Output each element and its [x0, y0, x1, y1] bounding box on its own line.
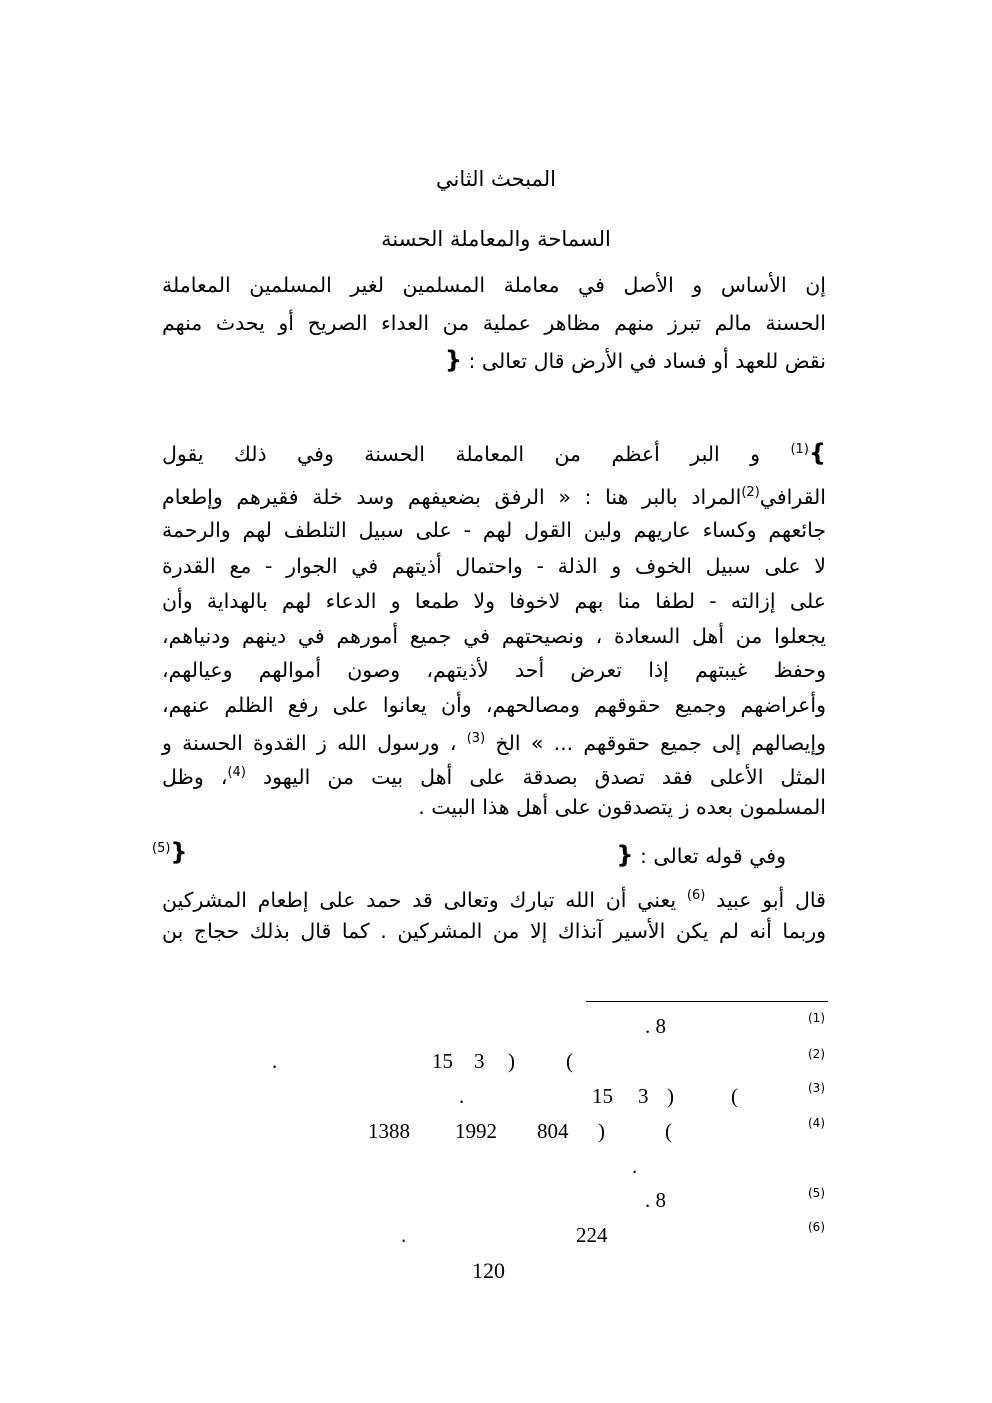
para2-line11: المسلمون بعده ز يتصدقون على أهل هذا البيت . — [418, 795, 826, 819]
footnote-2-paren-close: ( — [566, 1049, 573, 1073]
subtitle: السماحة والمعاملة الحسنة — [381, 227, 611, 251]
para2-line9 — [162, 726, 826, 756]
para4-line2: وربما أنه لم يكن الأسير آنذاك إلا من المشركين . كما قال بذلك حجاج بن — [162, 919, 826, 943]
footnote-3-paren-close: ( — [731, 1084, 738, 1108]
footnote-divider — [586, 1001, 828, 1002]
footnote-4-number-c: 804 — [537, 1119, 569, 1143]
footnote-ref: (4) — [227, 765, 246, 780]
footnote-number: (6) — [808, 1220, 825, 1234]
footnote-ref: (6) — [686, 888, 706, 903]
para2-line10-b: ، وظل — [162, 764, 228, 789]
footnote-number: (1) — [808, 1011, 825, 1025]
para1-line2: الحسنة مالم تبرز منهم مظاهر عملية من العداء الصريح أو يحدث منهم — [162, 311, 826, 335]
para2-line1 — [162, 437, 826, 467]
footnote-4-dot: . — [632, 1154, 638, 1178]
para2-line5: على إزالته - لطفا منا بهم لاخوفا ولا طمعا و الدعاء لهم بالهداية وأن — [162, 589, 826, 613]
para1-line3-text: نقض للعهد أو فساد في الأرض قال تعالى : — [468, 349, 826, 373]
footnote-number: (2) — [808, 1047, 825, 1061]
footnote-5: . 8 — [645, 1188, 666, 1212]
footnote-3-page: 15 — [592, 1084, 613, 1108]
footnote-number: (4) — [808, 1116, 825, 1130]
footnote-2-page: 15 — [432, 1049, 453, 1073]
footnote-ref: (3) — [466, 731, 486, 746]
para2-word: القرافي — [759, 484, 826, 509]
brace-mark: { — [444, 346, 462, 374]
para2-line8: وأعراضهم وجميع حقوقهم ومصالحهم، وأن يعانوا على رفع الظلم عنهم، — [162, 693, 826, 717]
para3-text — [616, 842, 786, 869]
para2-line4: لا على سبيل الخوف و الذلة - واحتمال أذيتهم في الجوار - مع القدرة — [162, 554, 826, 578]
para4-start: قال أبو عبيد — [716, 887, 826, 912]
footnote-4-paren-close: ( — [665, 1119, 672, 1143]
para2-line9-a: وإيصالهم إلى جميع حقوقهم ... » الخ — [495, 730, 826, 755]
footnote-4-number-b: 1992 — [455, 1119, 497, 1143]
brace-mark: } — [170, 837, 188, 866]
para1-line3 — [162, 347, 826, 374]
footnote-1: . 8 — [645, 1014, 666, 1038]
para2-line3: جائعهم وكساء عاريهم ولين القول لهم - على سبيل التلطف لهم والرحمة — [162, 518, 826, 542]
para1-line1: إن الأساس و الأصل في معاملة المسلمين لغير المسلمين المعاملة — [162, 273, 826, 297]
footnote-2-dot: . — [272, 1049, 278, 1073]
brace-mark: { — [616, 841, 634, 869]
para2-line2-text: المراد بالبر هنا : « الرفق بضعيفهم وسد خلة فقيرهم وإطعام — [162, 484, 742, 509]
footnote-6-page: 224 — [576, 1223, 608, 1247]
para3-end — [152, 836, 188, 866]
footnote-2-vol: 3 — [474, 1049, 485, 1073]
footnote-4-paren-open: ) — [598, 1119, 605, 1143]
para3-label: وفي قوله تعالى : — [639, 844, 786, 868]
footnote-3-dot: . — [459, 1084, 465, 1108]
footnote-ref: (1) — [790, 442, 809, 457]
footnote-2-paren-open: ) — [508, 1049, 515, 1073]
para2-line9-b: ، ورسول الله ز القدوة الحسنة و — [162, 730, 457, 755]
footnote-number: (3) — [808, 1081, 825, 1095]
para4-line1-text: يعني أن الله تبارك وتعالى قد حمد على إطعام المشركين — [162, 887, 677, 912]
footnote-4-number-a: 1388 — [368, 1119, 410, 1143]
footnote-ref: (5) — [152, 841, 171, 856]
para2-line1-text: و البر أعظم من المعاملة الحسنة وفي ذلك يقول — [162, 441, 761, 466]
para2-line7: وحفظ غيبتهم إذا تعرض أحد لأذيتهم، وصون أموالهم وعيالهم، — [162, 658, 826, 682]
para2-line10 — [162, 760, 826, 790]
section-title: المبحث الثاني — [436, 167, 556, 191]
footnote-3-paren-open: ) — [667, 1084, 674, 1108]
footnote-ref: (2) — [741, 485, 760, 500]
footnote-6-dot: . — [401, 1223, 407, 1247]
para4-line1 — [162, 883, 826, 913]
page-number: 120 — [472, 1258, 505, 1283]
para2-line6: يجعلوا من أهل السعادة ، ونصيحتهم في جميع أمورهم في دينهم ودنياهم، — [162, 624, 826, 648]
para2-line10-a: المثل الأعلى فقد تصدق بصدقة على أهل بيت من اليهود — [263, 764, 826, 789]
para2-line2 — [162, 480, 826, 510]
footnote-number: (5) — [808, 1186, 825, 1200]
brace-mark: } — [808, 438, 826, 467]
footnote-3-vol: 3 — [638, 1084, 649, 1108]
